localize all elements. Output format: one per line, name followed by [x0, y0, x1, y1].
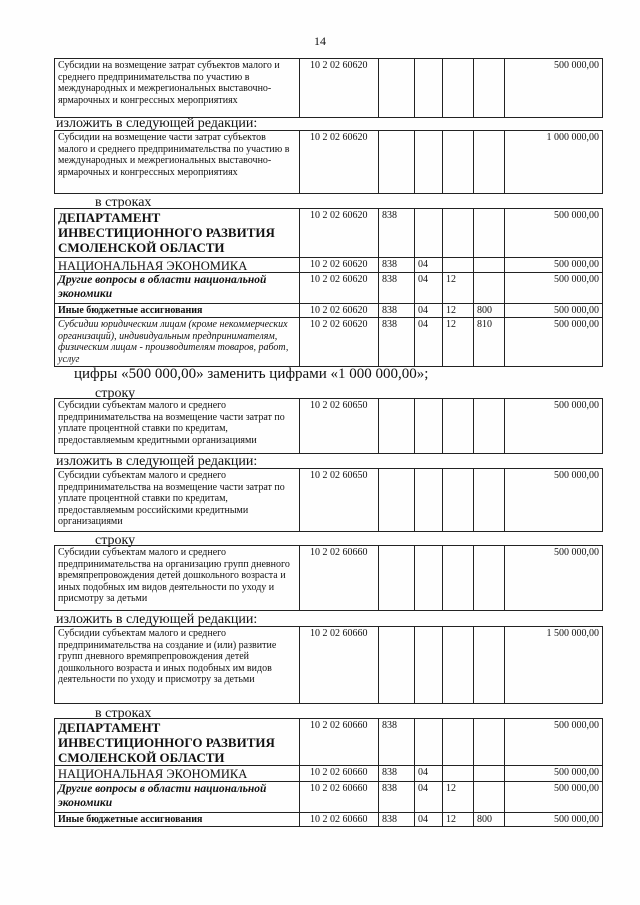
row-code: 10 2 02 60620 — [299, 273, 378, 303]
table-row — [55, 781, 602, 812]
subsection-name: Другие вопросы в области национальной экономики — [58, 783, 267, 809]
table-row — [55, 765, 602, 781]
instruction-row-3: строку — [95, 533, 136, 548]
instruction-edit-2: изложить в следующей редакции: — [56, 454, 258, 469]
row-amount: 500 000,00 — [504, 813, 602, 826]
row-amount: 500 000,00 — [504, 546, 602, 610]
row-amount: 500 000,00 — [504, 273, 602, 303]
instruction-in-rows-1: в строках — [95, 195, 152, 210]
row-pr: 12 — [442, 304, 473, 317]
expense-type-name: Иные бюджетные ассигнования — [58, 305, 203, 316]
row-amount: 1 500 000,00 — [504, 627, 602, 703]
table-row — [55, 303, 602, 317]
row-amount: 500 000,00 — [504, 318, 602, 366]
row-name: Субсидии субъектам малого и среднего предпринимательства на возмещение части затрат по уплате процентной ставки по кредитам, предоставляемым российскими кредитными организациями — [58, 470, 285, 527]
row-amount: 500 000,00 — [504, 304, 602, 317]
row-rz: 04 — [414, 318, 442, 366]
row-vr: 800 — [473, 304, 504, 317]
table-row — [55, 399, 602, 453]
budget-table-4 — [54, 398, 603, 454]
row-ved: 838 — [378, 209, 414, 257]
row-pr: 12 — [442, 813, 473, 826]
row-amount: 500 000,00 — [504, 209, 602, 257]
section-name: НАЦИОНАЛЬНАЯ ЭКОНОМИКА — [58, 259, 248, 272]
row-pr: 12 — [442, 782, 473, 812]
row-name: Субсидии субъектам малого и среднего предпринимательства на организацию групп дневного времяпрепровождения детей дошкольного возраста и иных подобных им видов деятельности по уходу и присмотру за детьми — [58, 547, 290, 604]
row-amount: 500 000,00 — [504, 59, 602, 117]
row-rz: 04 — [414, 766, 442, 781]
expense-type-name: Иные бюджетные ассигнования — [58, 814, 203, 825]
row-rz: 04 — [414, 782, 442, 812]
table-row — [55, 209, 602, 257]
table-row — [55, 257, 602, 272]
row-vr: 810 — [473, 318, 504, 366]
table-row — [55, 317, 602, 366]
budget-table-5 — [54, 468, 603, 532]
row-amount: 500 000,00 — [504, 399, 602, 453]
budget-table-6 — [54, 545, 603, 611]
row-code: 10 2 02 60660 — [299, 813, 378, 826]
row-ved: 838 — [378, 258, 414, 272]
row-code: 10 2 02 60620 — [299, 131, 378, 193]
budget-table-7 — [54, 626, 603, 704]
table-row — [55, 131, 602, 193]
row-name: Субсидии субъектам малого и среднего предпринимательства на возмещение части затрат по уплате процентной ставки по кредитам, предоставляемым кредитными организациями — [58, 400, 285, 446]
dept-name: ДЕПАРТАМЕНТ ИНВЕСТИЦИОННОГО РАЗВИТИЯ СМОЛЕНСКОЙ ОБЛАСТИ — [58, 210, 275, 255]
row-ved: 838 — [378, 318, 414, 366]
row-code: 10 2 02 60660 — [299, 766, 378, 781]
row-code: 10 2 02 60650 — [299, 469, 378, 531]
budget-table-8 — [54, 718, 603, 827]
row-code: 10 2 02 60620 — [299, 258, 378, 272]
page-number: 14 — [314, 34, 326, 48]
row-name: Субсидии субъектам малого и среднего предпринимательства на создание и (или) развитие групп дневного времяпрепровождения детей дошкольного возраста и иных подобных им видов деятельности по уходу и присмотру за детьми — [58, 628, 277, 685]
row-amount: 1 000 000,00 — [504, 131, 602, 193]
table-row — [55, 272, 602, 303]
row-rz: 04 — [414, 304, 442, 317]
instruction-in-rows-2: в строках — [95, 706, 152, 721]
row-pr: 12 — [442, 273, 473, 303]
row-code: 10 2 02 60660 — [299, 627, 378, 703]
row-code: 10 2 02 60620 — [299, 59, 378, 117]
instruction-edit-3: изложить в следующей редакции: — [56, 612, 258, 627]
row-amount: 500 000,00 — [504, 719, 602, 765]
row-ved: 838 — [378, 273, 414, 303]
table-row — [55, 627, 602, 703]
row-ved: 838 — [378, 766, 414, 781]
row-ved: 838 — [378, 813, 414, 826]
row-pr: 12 — [442, 318, 473, 366]
table-row — [55, 546, 602, 610]
section-name: НАЦИОНАЛЬНАЯ ЭКОНОМИКА — [58, 767, 248, 781]
row-rz: 04 — [414, 258, 442, 272]
row-name: Субсидии на возмещение затрат субъектов малого и среднего предпринимательства по участию в международных и межрегиональных выставочно-ярмарочных и конгрессных мероприятиях — [58, 60, 280, 106]
row-code: 10 2 02 60650 — [299, 399, 378, 453]
row-amount: 500 000,00 — [504, 782, 602, 812]
dept-name: ДЕПАРТАМЕНТ ИНВЕСТИЦИОННОГО РАЗВИТИЯ СМОЛЕНСКОЙ ОБЛАСТИ — [58, 720, 275, 765]
row-code: 10 2 02 60660 — [299, 719, 378, 765]
subsection-name: Другие вопросы в области национальной экономики — [58, 274, 267, 300]
instruction-edit-1: изложить в следующей редакции: — [56, 116, 258, 131]
row-vr: 800 — [473, 813, 504, 826]
row-code: 10 2 02 60620 — [299, 209, 378, 257]
row-ved: 838 — [378, 782, 414, 812]
row-code: 10 2 02 60620 — [299, 318, 378, 366]
table-row — [55, 719, 602, 765]
table-row — [55, 59, 602, 117]
row-code: 10 2 02 60620 — [299, 304, 378, 317]
budget-table-2 — [54, 130, 603, 194]
budget-table-3 — [54, 208, 603, 367]
row-amount: 500 000,00 — [504, 469, 602, 531]
row-code: 10 2 02 60660 — [299, 546, 378, 610]
instruction-row-2: строку — [95, 386, 136, 401]
row-code: 10 2 02 60660 — [299, 782, 378, 812]
table-row — [55, 812, 602, 826]
table-row — [55, 469, 602, 531]
row-rz: 04 — [414, 273, 442, 303]
row-ved: 838 — [378, 719, 414, 765]
expense-subtype-name: Субсидии юридическим лицам (кроме некоммерческих организаций), индивидуальным предпринимателям, физическим лицам - производителям товаров, работ, услуг — [58, 319, 289, 365]
row-name: Субсидии на возмещение части затрат субъектов малого и среднего предпринимательства по участию в международных и межрегиональных выставочно-ярмарочных и конгрессных мероприятиях — [58, 132, 290, 178]
row-ved: 838 — [378, 304, 414, 317]
row-amount: 500 000,00 — [504, 766, 602, 781]
row-rz: 04 — [414, 813, 442, 826]
instruction-replace: цифры «500 000,00» заменить цифрами «1 000 000,00»; — [74, 366, 429, 382]
row-amount: 500 000,00 — [504, 258, 602, 272]
budget-table-1 — [54, 58, 603, 118]
